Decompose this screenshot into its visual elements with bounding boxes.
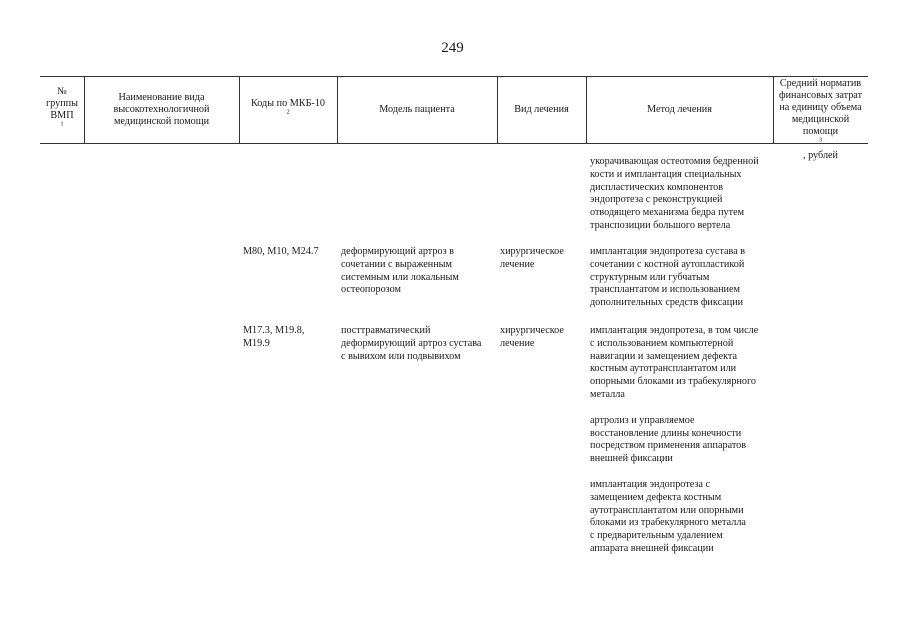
method-paragraph: укорачивающая остеотомия бедренной кости и имплантация специальных диспластических компонентов эндопротеза с реконструкцией отводящего механизма бедра путем транспозиции большого вертела: [590, 156, 759, 231]
header-cost-standard: [773, 76, 868, 161]
header-group-line: группы: [46, 97, 78, 109]
header-cost-line: медицинской: [791, 114, 850, 125]
header-treatment-type: Вид лечения: [514, 103, 569, 115]
header-icd-codes: Коды по МКБ-10 $^2$: [250, 97, 326, 116]
header-cost-line: помощи $^3$ , рублей: [802, 126, 839, 161]
header-name-line: Наименование вида: [118, 91, 205, 103]
header-group: [40, 76, 84, 143]
header-name-line: высокотехнологичной: [113, 103, 210, 115]
treatment-type-cell: хирургическое лечение: [500, 246, 564, 270]
method-cell: [590, 156, 775, 246]
footnote-marker: 3: [818, 136, 823, 144]
page-number: 249: [441, 40, 464, 56]
table-header-bottom-border: [40, 143, 868, 144]
header-cost-line: на единицу объема: [779, 102, 862, 113]
patient-model-cell: деформирующий артроз в сочетании с выраженным системным или локальным остеопорозом: [341, 246, 459, 296]
header-patient-model: Модель пациента: [379, 103, 455, 115]
header-treatment-method: Метод лечения: [647, 103, 712, 115]
header-group-line: ВМП $^1$: [50, 109, 74, 128]
header-cost-line: финансовых затрат: [778, 90, 863, 101]
method-paragraph: имплантация эндопротеза сустава в сочетании с костной аутопластикой структурным или губчатым трансплантатом и использованием дополнительных средств фиксации: [590, 246, 746, 309]
method-cell: [590, 325, 775, 569]
method-cell: [590, 246, 775, 323]
method-paragraph: имплантация эндопротеза с замещением дефекта костным аутотрансплантатом или опорными блоками из трабекулярного металла с предварительным удалением аппарата внешней фиксации: [590, 478, 746, 554]
method-paragraph: артролиз и управляемое восстановление длины конечности посредством применения аппаратов внешней фиксации: [590, 414, 747, 465]
header-group-line: №: [57, 85, 67, 97]
header-cost-line: Средний норматив: [779, 78, 862, 89]
icd-codes-cell: M17.3, M19.8, M19.9: [243, 325, 305, 349]
icd-codes-cell: M80, M10, M24.7: [243, 246, 319, 257]
footnote-marker: 1: [60, 120, 64, 128]
header-care-type-name: [84, 76, 239, 143]
method-paragraph: имплантация эндопротеза, в том числе с использованием компьютерной навигации и замещением дефекта костным аутотрансплантатом или опорными блоками из трабекулярного металла: [590, 325, 759, 400]
treatment-type-cell: хирургическое лечение: [500, 325, 564, 349]
footnote-marker: 2: [286, 108, 290, 116]
header-name-line: медицинской помощи: [113, 115, 210, 127]
patient-model-cell: посттравматический деформирующий артроз сустава с вывихом или подвывихом: [341, 325, 482, 362]
